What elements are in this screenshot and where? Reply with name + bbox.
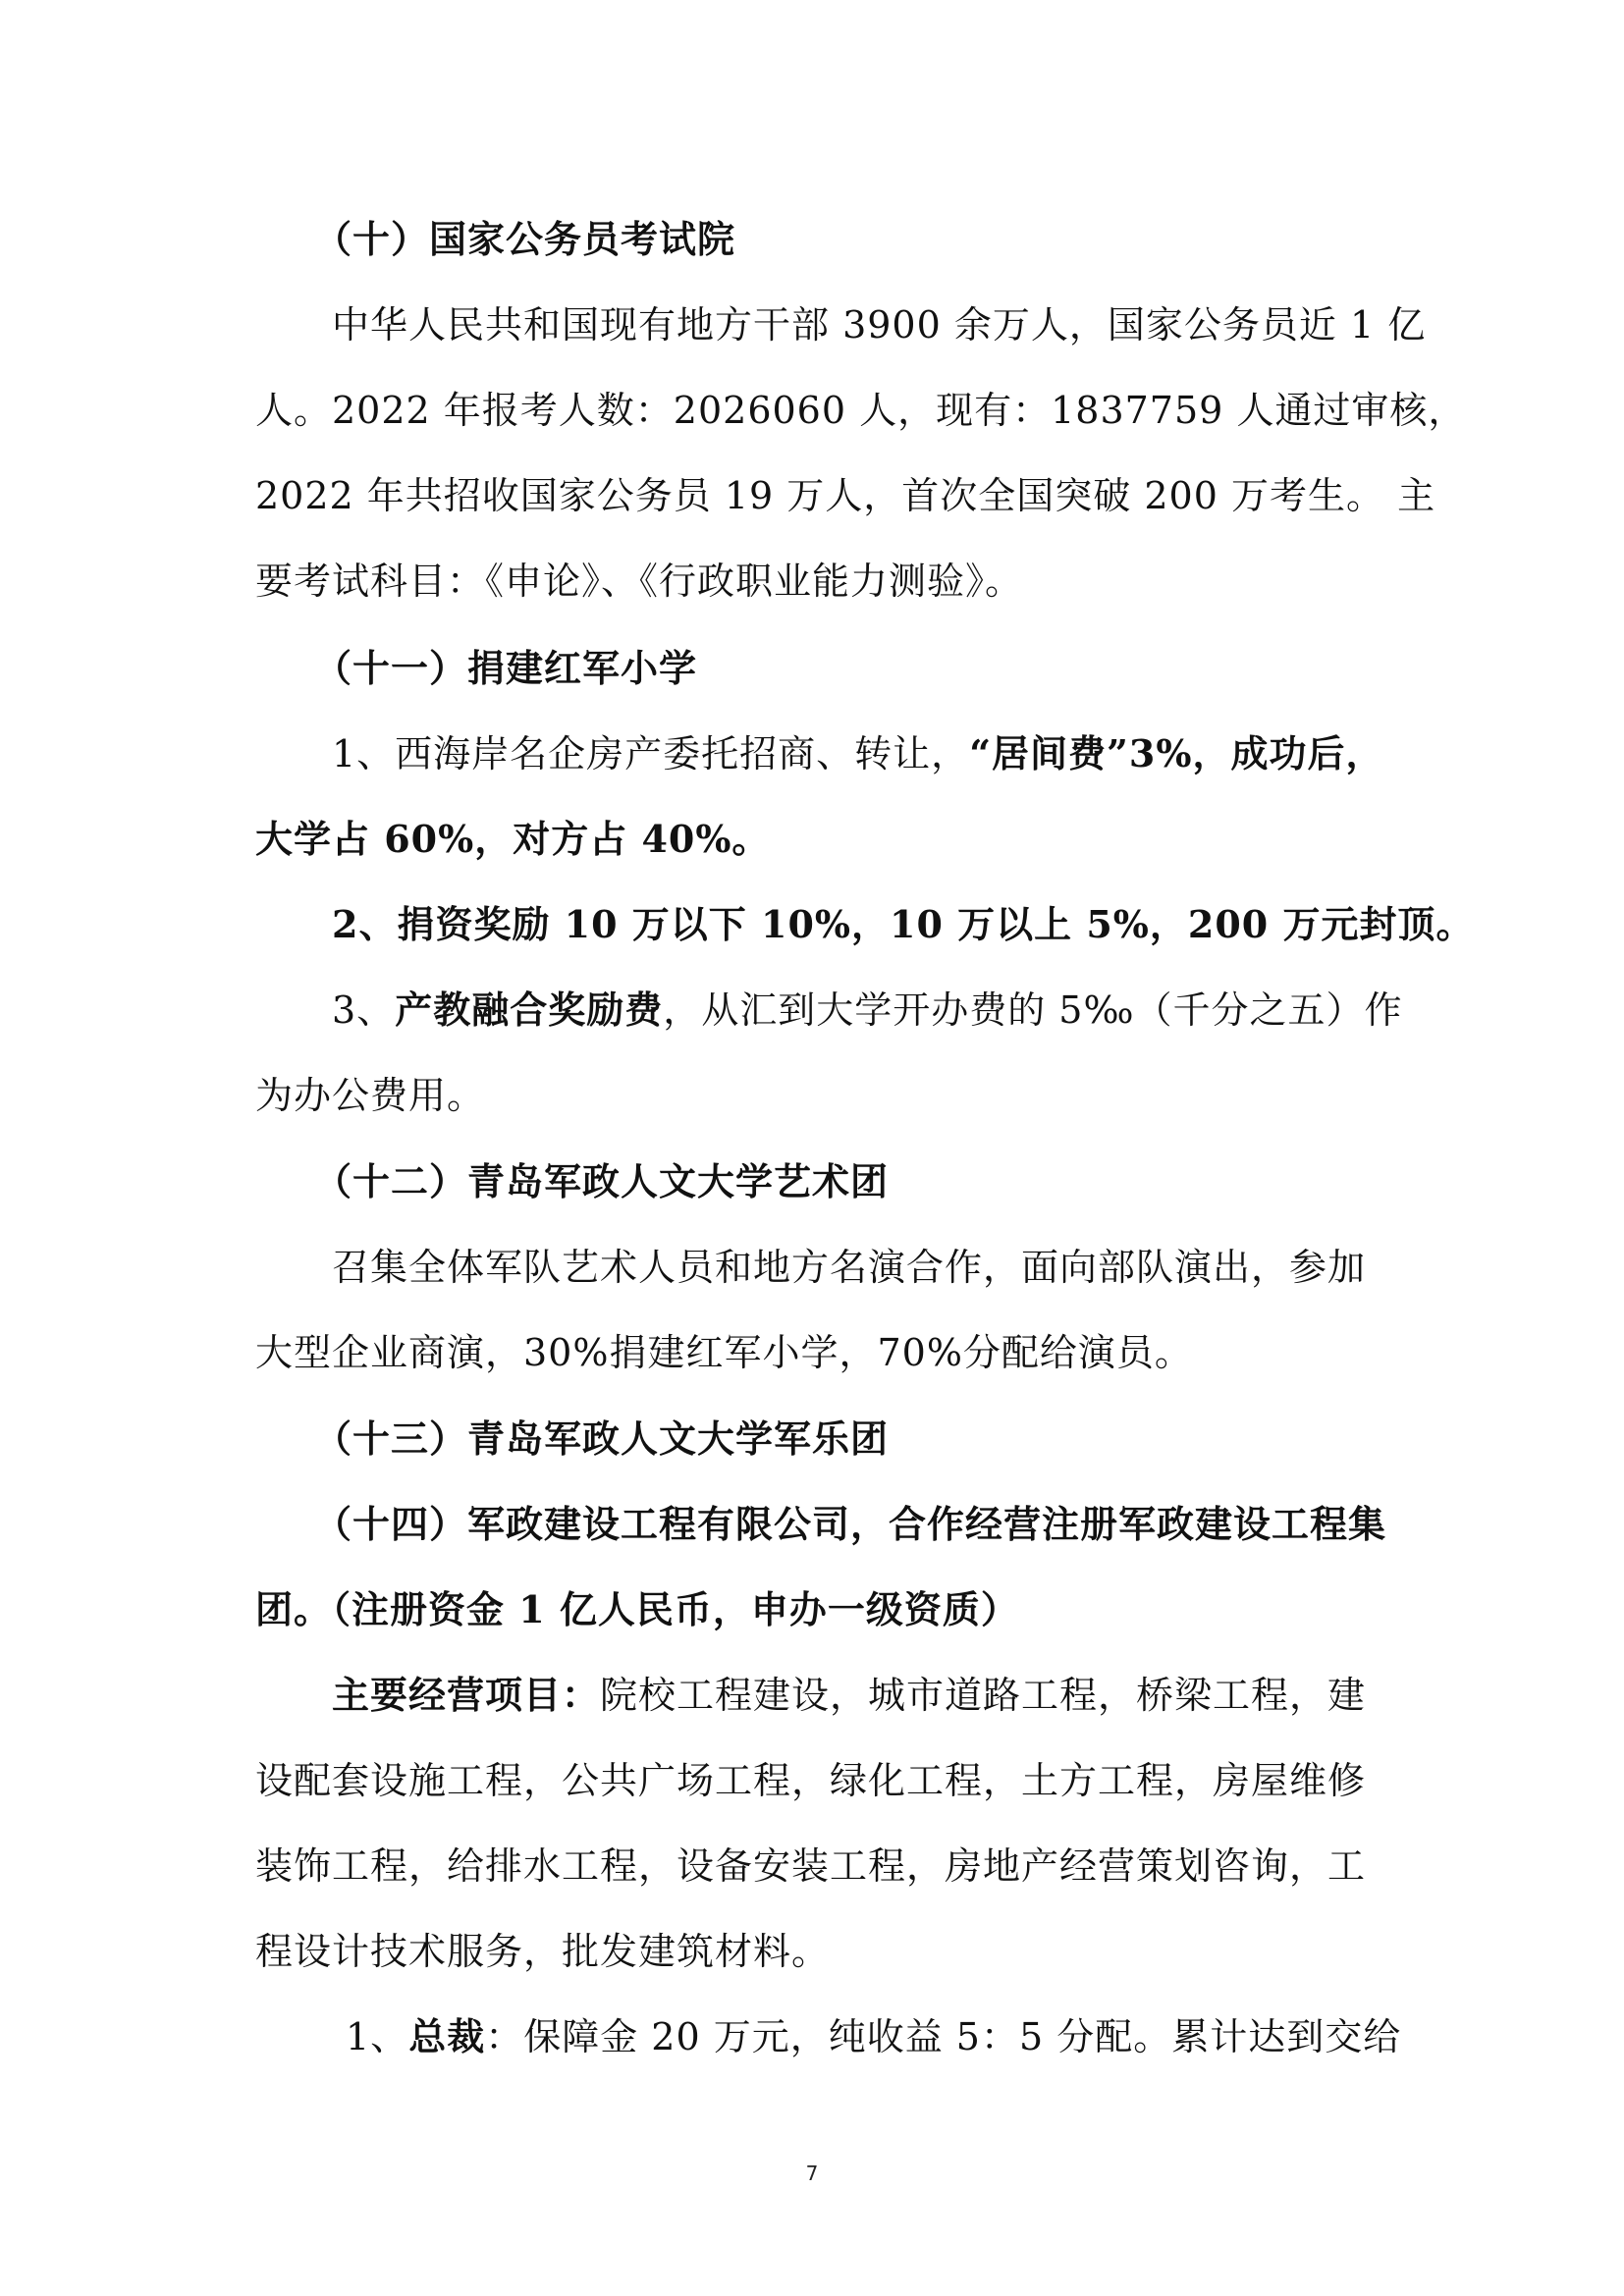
list-item-emphasis: 产教融合奖励费: [395, 988, 664, 1032]
paragraph-line: 召集全体军队艺术人员和地方名演合作，面向部队演出，参加: [332, 1246, 1367, 1289]
paragraph-line: 要考试科目：《申论》、《行政职业能力测验》。: [255, 560, 1024, 603]
paragraph-line: 装饰工程，给排水工程，设备安装工程，房地产经营策划咨询，工: [255, 1844, 1367, 1888]
list-item-text: ：保障金 20 万元，纯收益 5：5 分配。累计达到交给: [485, 2015, 1402, 2058]
list-item-1-continued: 大学占 60%，对方占 40%。: [255, 817, 771, 861]
paragraph-line: 人。2022 年报考人数：2026060 人，现有：1837759 人通过审核，: [255, 389, 1467, 432]
paragraph-line: 大型企业商演，30%捐建红军小学，70%分配给演员。: [255, 1331, 1193, 1374]
section-heading-12: （十二）青岛军政人文大学艺术团: [314, 1159, 890, 1203]
list-item-text: ，从汇到大学开办费的 5‰（千分之五）作: [663, 988, 1403, 1032]
list-item-prefix: 1、: [346, 2015, 409, 2058]
main-business-label: 主要经营项目：: [332, 1673, 601, 1717]
paragraph-line: 设配套设施工程，公共广场工程，绿化工程，土方工程，房屋维修: [255, 1759, 1367, 1802]
section-heading-14-continued: 团。（注册资金 1 亿人民币，申办一级资质）: [255, 1587, 1019, 1631]
paragraph-line: 2022 年共招收国家公务员 19 万人，首次全国突破 200 万考生。 主: [255, 474, 1436, 517]
list-item-president: [346, 2011, 1401, 2062]
section-heading-10: （十）国家公务员考试院: [314, 217, 736, 261]
paragraph-line: 程设计技术服务，批发建筑材料。: [255, 1930, 831, 1973]
list-item-text: 1、西海岸名企房产委托招商、转让，: [332, 732, 970, 775]
list-item-3: [332, 985, 1402, 1036]
section-heading-14: （十四）军政建设工程有限公司，合作经营注册军政建设工程集: [314, 1502, 1387, 1546]
list-item-2: 2、捐资奖励 10 万以下 10%，10 万以上 5%，200 万元封顶。: [332, 902, 1475, 946]
page-number: 7: [805, 2162, 819, 2185]
section-heading-11: （十一）捐建红军小学: [314, 646, 698, 690]
list-item-1: [332, 728, 1383, 779]
main-business-line: [332, 1670, 1366, 1721]
main-business-text: 院校工程建设，城市道路工程，桥梁工程，建: [600, 1674, 1367, 1717]
section-heading-13: （十三）青岛军政人文大学军乐团: [314, 1416, 890, 1461]
list-item-emphasis: “居间费”3%，成功后，: [969, 731, 1384, 775]
paragraph-line: 中华人民共和国现有地方干部 3900 余万人，国家公务员近 1 亿: [332, 303, 1427, 347]
list-item-prefix: 3、: [332, 988, 396, 1032]
list-item-3-continued: 为办公费用。: [255, 1074, 486, 1117]
list-item-emphasis: 总裁: [408, 2014, 486, 2058]
